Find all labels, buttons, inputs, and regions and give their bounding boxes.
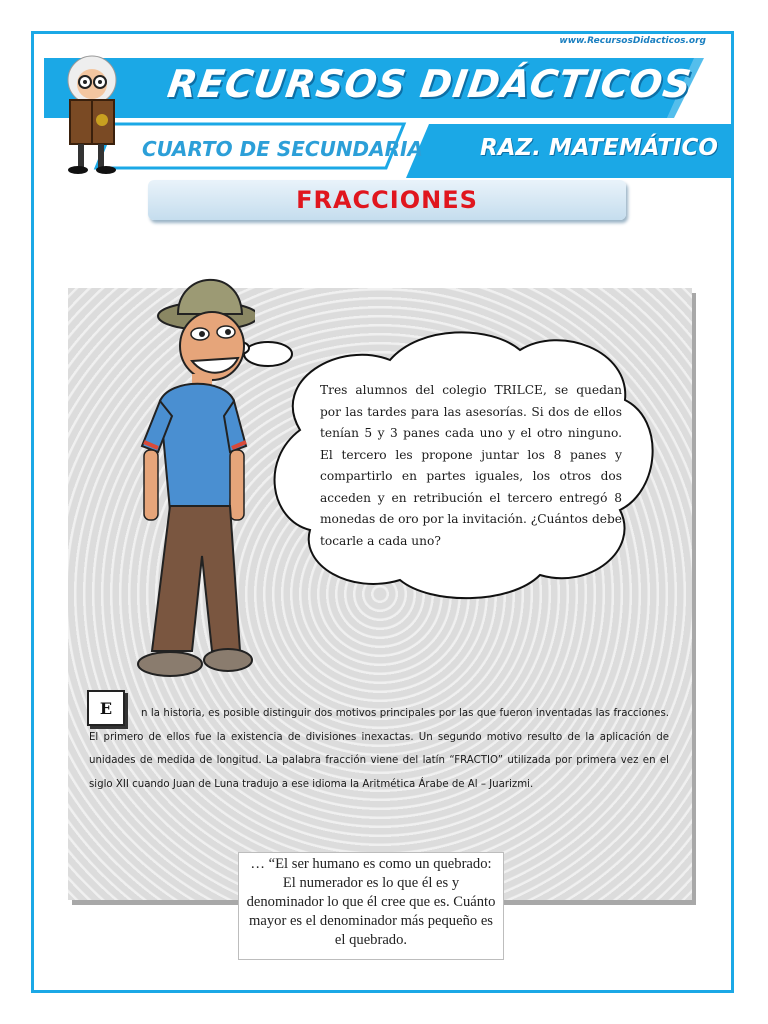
bubble-text: Tres alumnos del colegio TRILCE, se quedan por las tardes para las asesorías. Si dos de ellos tenían 5 y 3 panes cada uno y el otro ninguno. El tercero les propone juntar los 8 panes y compartirlo en partes iguales, los otros dos acceden y en retribución el tercero entregó 8 monedas de oro por la invitación. ¿Cuántos debe tocarle a cada uno? [320, 383, 622, 548]
site-url: www.RecursosDidacticos.org [559, 36, 706, 46]
grade-label: CUARTO DE SECUNDARIA [142, 137, 423, 161]
topic-title: FRACCIONES [296, 186, 478, 214]
quote-box [238, 852, 504, 960]
history-paragraph: n la historia, es posible distinguir dos motivos principales por las que fueron inventadas las fracciones. El primero de ellos fue la existencia de divisiones inexactas. Un segundo motivo resulto de la aplicación de unidades de medida de longitud. La palabra fracción viene del latín “FRACTIO” utilizada por primera vez en el siglo XII cuando Juan de Luna tradujo a ese idioma la Aritmética Árabe de Al – Juarizmi. [89, 708, 669, 790]
student-character-icon [130, 266, 255, 686]
quote-text: … “El ser humano es como un quebrado: El numerador es lo que él es y denominador lo que él cree que es. Cuánto mayor es el denominador más pequeño es el quebrado. [246, 856, 496, 948]
subject-label: RAZ. MATEMÁTICO [480, 135, 718, 161]
drop-cap: E [87, 690, 125, 726]
topic-box [148, 180, 626, 220]
brand-title: RECURSOS DIDÁCTICOS [164, 62, 695, 106]
